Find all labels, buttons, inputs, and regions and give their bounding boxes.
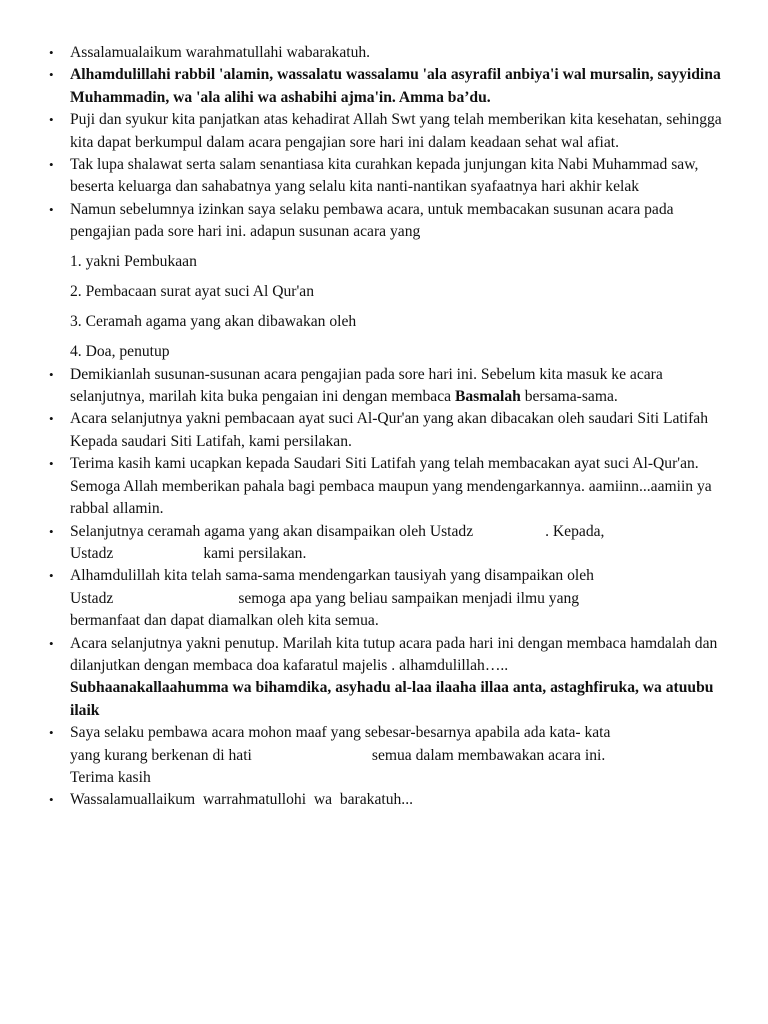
bullet-icon: • bbox=[49, 411, 54, 427]
list-item bbox=[49, 565, 728, 632]
gratitude-paragraph: Puji dan syukur kita panjatkan atas kehadirat Allah Swt yang telah memberikan kita kesehatan, sehingga kita dapat berkumpul dalam acara pengajian sore hari ini dalam keadaan sehat wal afiat. bbox=[70, 111, 722, 151]
after-lecture-ustadz: Ustadz bbox=[70, 589, 114, 607]
list-item bbox=[49, 154, 728, 199]
agenda-item: 3. Ceramah agama yang akan dibawakan oleh bbox=[70, 313, 357, 331]
agenda-list bbox=[70, 251, 728, 363]
bullet-icon: • bbox=[49, 67, 54, 83]
list-item bbox=[49, 408, 728, 453]
lecture-invite: kami persilakan. bbox=[203, 544, 307, 562]
agenda-item: 4. Doa, penutup bbox=[70, 343, 170, 361]
lecture-intro-cont: . Kepada, bbox=[545, 522, 605, 540]
after-lecture-end: bermanfaat dan dapat diamalkan oleh kita semua. bbox=[70, 612, 379, 630]
bullet-icon: • bbox=[49, 456, 54, 472]
lecture-intro: Selanjutnya ceramah agama yang akan disampaikan oleh Ustadz bbox=[70, 522, 474, 540]
bullet-icon: • bbox=[49, 45, 54, 60]
after-lecture-text: Alhamdulillah kita telah sama-sama mendengarkan tausiyah yang disampaikan oleh bbox=[70, 567, 594, 585]
bullet-icon: • bbox=[49, 366, 54, 382]
arabic-opening: Alhamdulillahi rabbil 'alamin, wassalatu wassalamu 'ala asyrafil anbiya'i wal mursalin, sayyidina Muhammadin, wa 'ala alihi wa ashabihi ajma'in. Amma ba’du. bbox=[70, 66, 721, 106]
basmalah-text: Demikianlah susunan-susunan acara pengajian pada sore hari ini. Sebelum kita masuk ke acara selanjutnya, marilah kita buka pengaian ini dengan membaca bbox=[70, 365, 663, 406]
thank-you-text: Terima kasih bbox=[70, 768, 151, 786]
list-item bbox=[49, 364, 728, 409]
apology-text: Saya selaku pembawa acara mohon maaf yang sebesar-besarnya apabila ada kata- kata bbox=[70, 724, 611, 742]
agenda-item: 2. Pembacaan surat ayat suci Al Qur'an bbox=[70, 283, 315, 301]
kafaratul-majelis-prayer: Subhaanakallaahumma wa bihamdika, asyhadu al-laa ilaaha illaa anta, astaghfiruka, wa atuubu ilaik bbox=[70, 679, 714, 719]
bullet-icon: • bbox=[49, 157, 54, 173]
bullet-icon: • bbox=[49, 523, 54, 539]
agenda-item: 1. yakni Pembukaan bbox=[70, 253, 197, 271]
list-item bbox=[49, 199, 728, 364]
speech-list bbox=[49, 42, 728, 812]
list-item bbox=[49, 722, 728, 789]
closing-greeting: Wassalamuallaikum warrahmatullohi wa barakatuh... bbox=[70, 791, 413, 809]
shalawat-paragraph: Tak lupa shalawat serta salam senantiasa kita curahkan kepada junjungan kita Nabi Muhammad saw, beserta keluarga dan sahabatnya yang selalu kita nanti-nantikan syafaatnya hari akhir kelak bbox=[70, 156, 699, 196]
apology-text-cont: yang kurang berkenan di hati bbox=[70, 746, 252, 764]
agenda-intro: Namun sebelumnya izinkan saya selaku pembawa acara, untuk membacakan susunan acara pada pengajian pada sore hari ini. adapun susunan acara yang bbox=[70, 200, 674, 241]
basmalah-bold: Basmalah bbox=[454, 388, 521, 406]
list-item bbox=[49, 633, 728, 723]
bullet-icon: • bbox=[49, 112, 54, 128]
bullet-icon: • bbox=[49, 568, 54, 584]
list-item bbox=[49, 109, 728, 154]
list-item bbox=[49, 521, 728, 566]
list-item bbox=[49, 789, 728, 811]
opening-greeting: Assalamualaikum warahmatullahi wabarakatuh. bbox=[70, 44, 371, 61]
thanks-paragraph: Terima kasih kami ucapkan kepada Saudari Siti Latifah yang telah membacakan ayat suci Al-Qur'an. Semoga Allah memberikan pahala bagi pembaca maupun yang mendengarkannya. aamiinn...aamiin ya rabbal allamin. bbox=[70, 455, 712, 518]
list-item bbox=[49, 42, 728, 64]
lecture-ustadz: Ustadz bbox=[70, 544, 114, 562]
basmalah-text-end: bersama-sama. bbox=[520, 388, 618, 406]
closing-paragraph: Acara selanjutnya yakni penutup. Marilah kita tutup acara pada hari ini dengan membaca hamdalah dan dilanjutkan dengan membaca doa kafaratul majelis . alhamdulillah….. bbox=[70, 634, 718, 674]
after-lecture-wish: semoga apa yang beliau sampaikan menjadi ilmu yang bbox=[238, 589, 580, 607]
bullet-icon: • bbox=[49, 792, 54, 808]
quran-reading-paragraph: Acara selanjutnya yakni pembacaan ayat suci Al-Qur'an yang akan dibacakan oleh saudari Siti Latifah Kepada saudari Siti Latifah, kami persilakan. bbox=[70, 410, 709, 450]
bullet-icon: • bbox=[49, 725, 54, 741]
bullet-icon: • bbox=[49, 635, 54, 651]
list-item bbox=[49, 453, 728, 520]
apology-text-end: semua dalam membawakan acara ini. bbox=[371, 746, 606, 764]
list-item bbox=[49, 64, 728, 109]
bullet-icon: • bbox=[49, 201, 54, 217]
